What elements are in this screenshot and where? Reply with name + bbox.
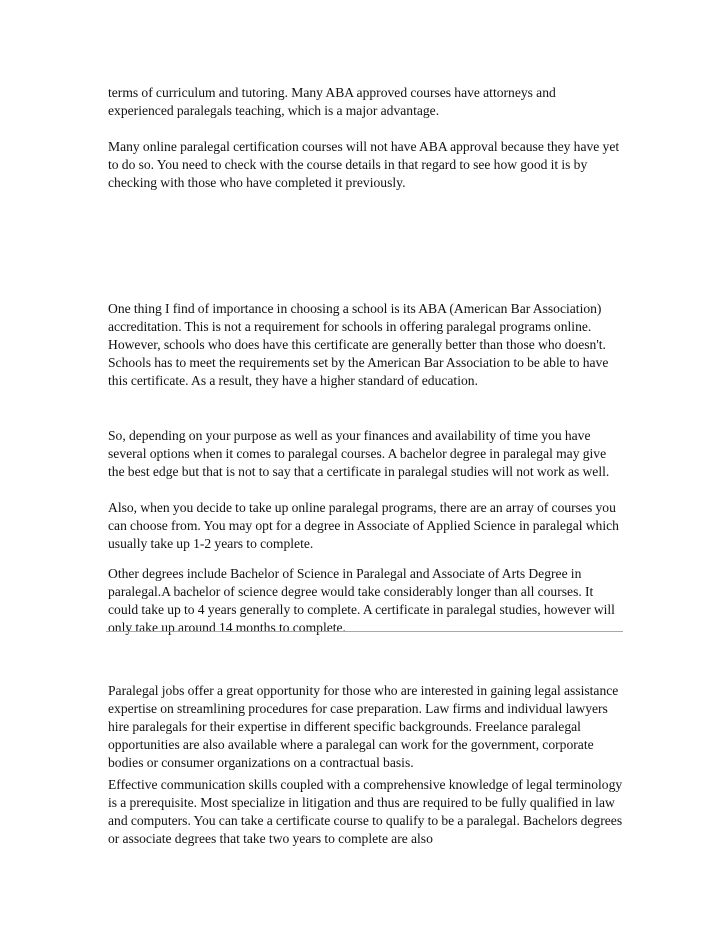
paragraph-aba-courses: terms of curriculum and tutoring. Many ABA approved courses have attorneys and experienced paralegals teaching, which is a major advantage. xyxy=(108,85,556,118)
paragraph-aba-accreditation: One thing I find of importance in choosing a school is its ABA (American Bar Association) accreditation. This is not a requirement for schools in offering paralegal programs online. However, schools who does have this certificate are generally better than those who doesn't. Schools has to meet the requirements set by the American Bar Association to be able to have this certificate. As a result, they have a higher standard of education. xyxy=(108,301,609,388)
paragraph-online-certification: Many online paralegal certification courses will not have ABA approval because they have yet to do so. You need to check with the course details in that regard to see how good it is by checking with those who have completed it previously. xyxy=(108,139,620,190)
paragraph-paralegal-jobs: Paralegal jobs offer a great opportunity for those who are interested in gaining legal assistance expertise on streamlining procedures for case preparation. Law firms and individual lawyers hire paralegals for their expertise in different specific backgrounds. Freelance paralegal opportunities are also available where a paralegal can work for the government, corporate bodies or consumer organizations on a contractual basis. xyxy=(108,683,619,770)
paragraph-options: So, depending on your purpose as well as your finances and availability of time you have several options when it comes to paralegal courses. A bachelor degree in paralegal may give the best edge but that is not to say that a certificate in paralegal studies will not work as well. xyxy=(108,428,610,479)
paragraph-online-programs: Also, when you decide to take up online paralegal programs, there are an array of courses you can choose from. You may opt for a degree in Associate of Applied Science in paralegal which usually take up 1-2 years to complete. xyxy=(108,500,619,551)
section-divider xyxy=(106,631,623,632)
paragraph-communication-skills: Effective communication skills coupled with a comprehensive knowledge of legal terminology is a prerequisite. Most specialize in litigation and thus are required to be fully qualified in law and computers. You can take a certificate course to qualify to be a paralegal. Bachelors degrees or associate degrees that take two years to complete are also xyxy=(108,777,623,846)
paragraph-other-degrees: Other degrees include Bachelor of Science in Paralegal and Associate of Arts Degree in paralegal.A bachelor of science degree would take considerably longer than all courses. It could take up to 4 years generally to complete. A certificate in paralegal studies, however will only take up around 14 months to complete. xyxy=(108,566,615,635)
